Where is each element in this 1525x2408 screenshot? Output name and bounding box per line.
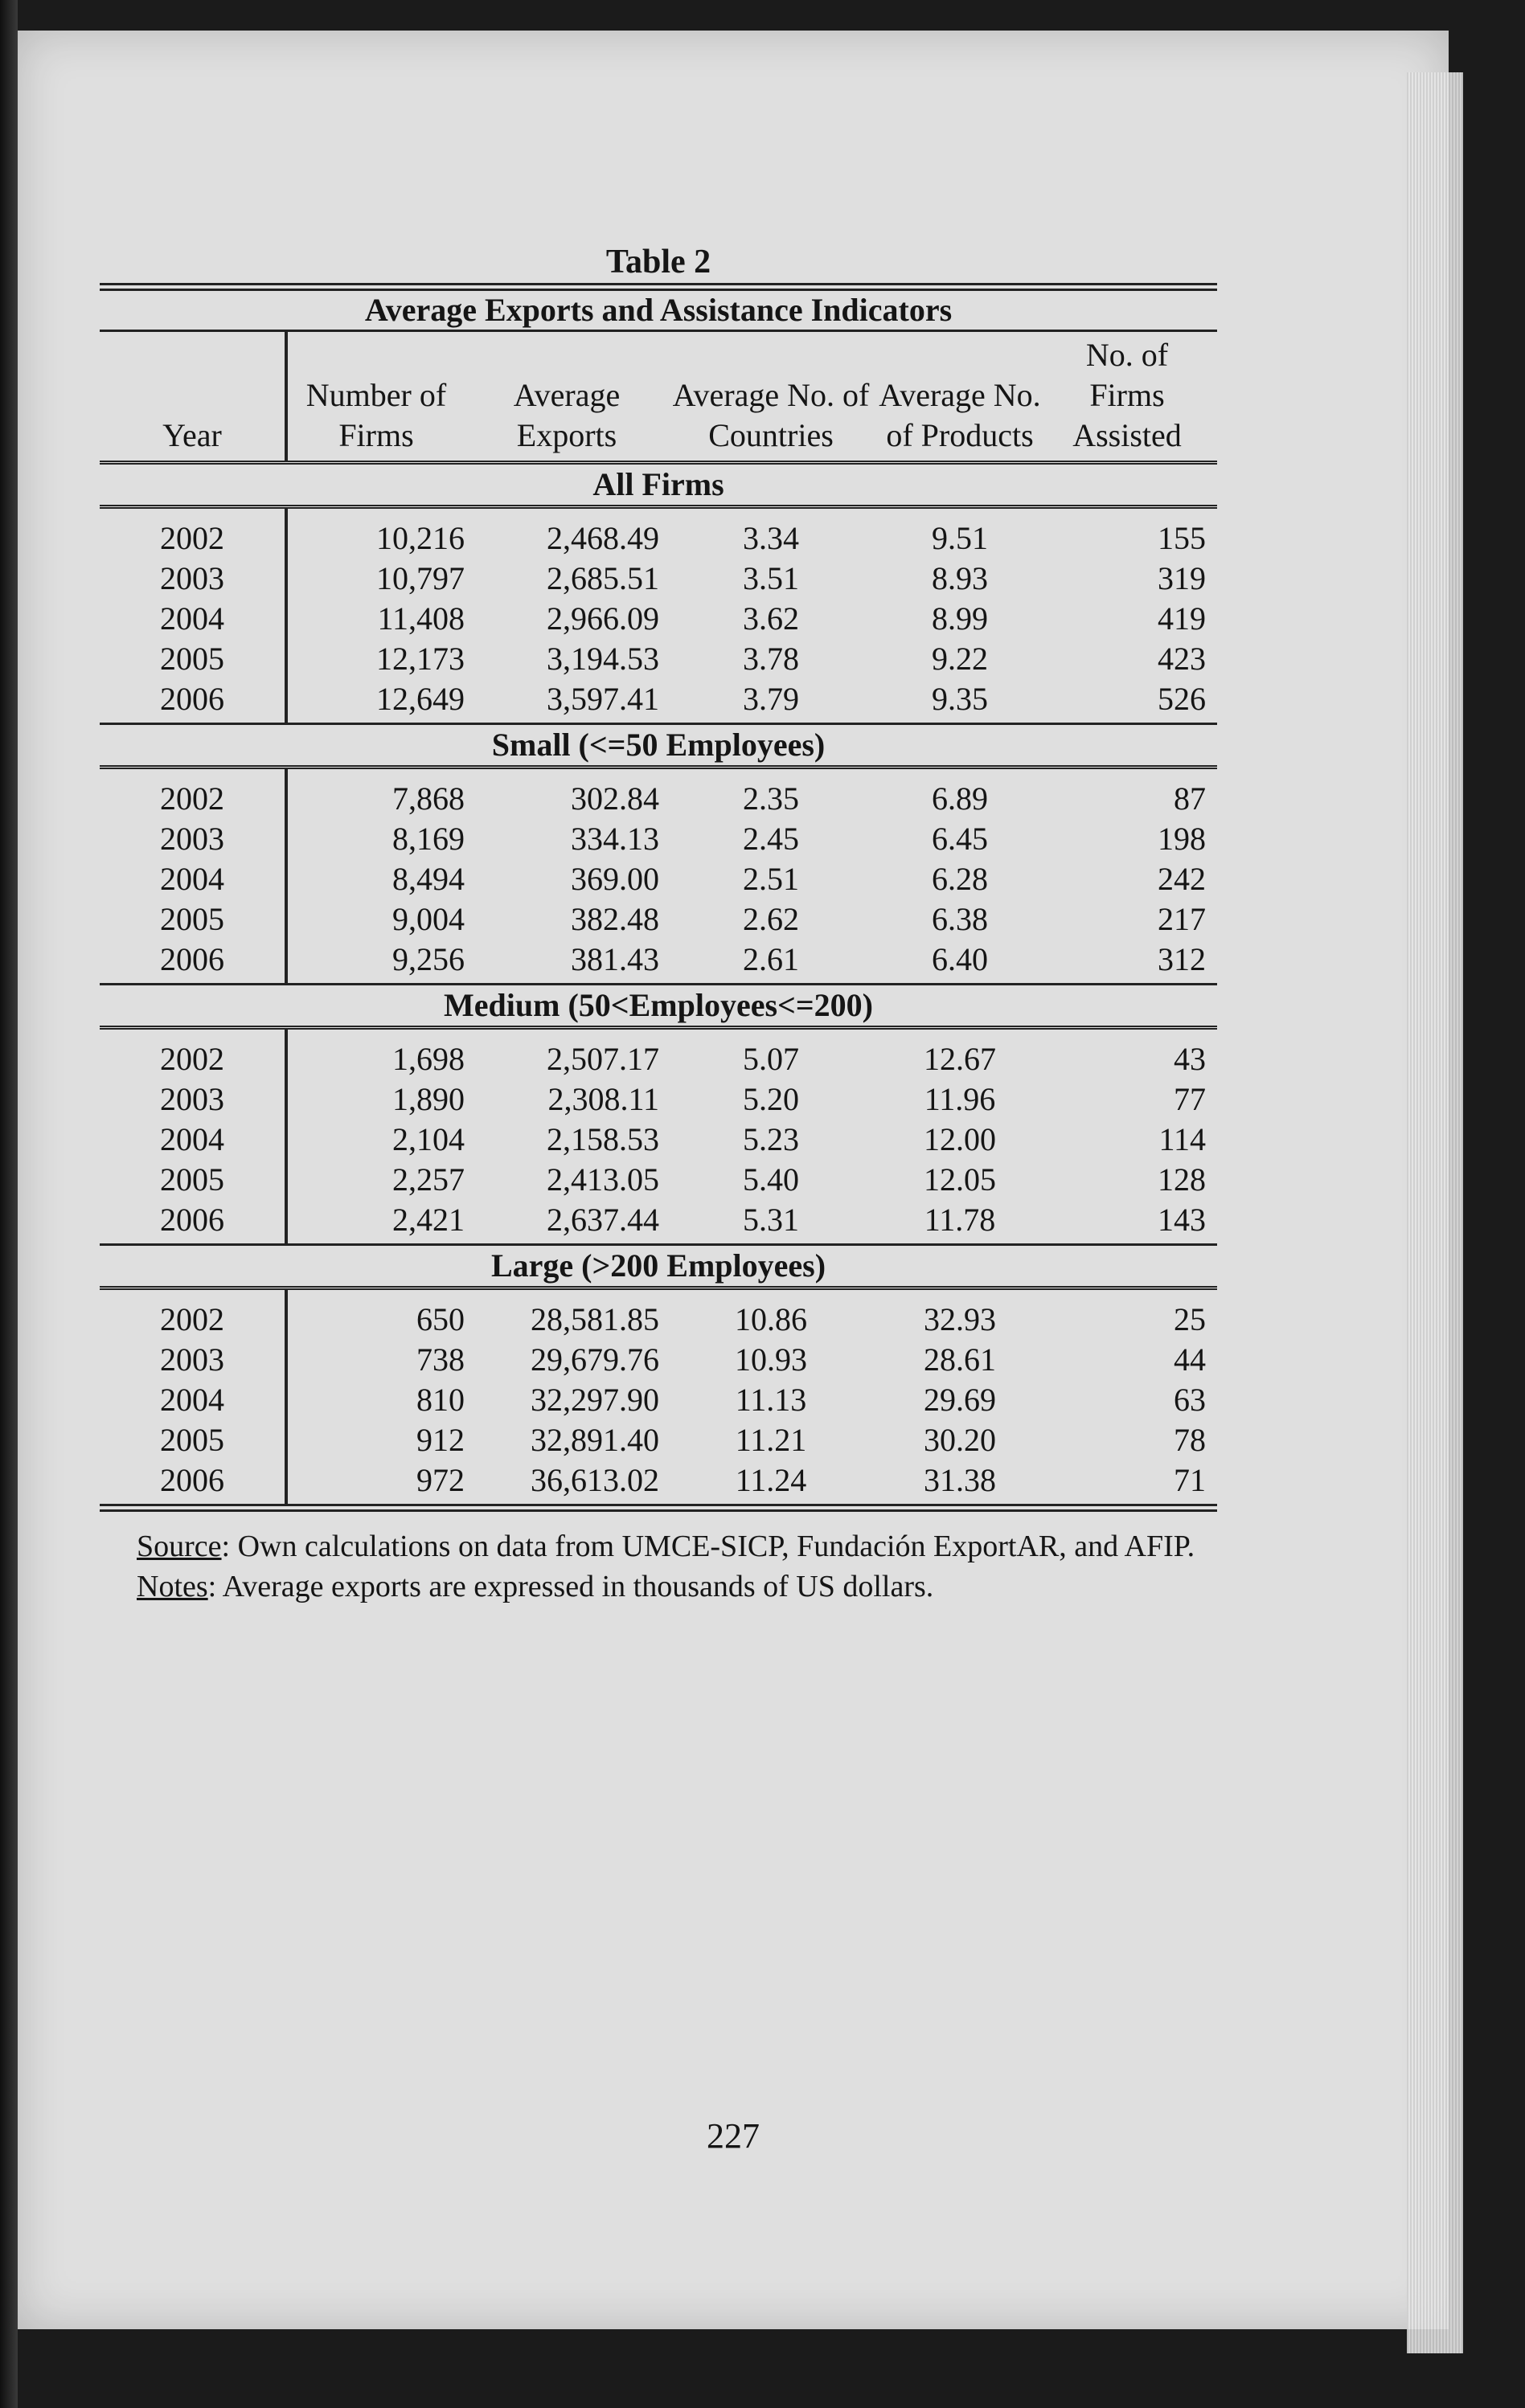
cell-year: 2006: [100, 679, 286, 724]
cell-year: 2006: [100, 1460, 286, 1504]
cell-countries: 3.62: [743, 600, 799, 637]
cell-year: 2005: [100, 1160, 286, 1200]
cell-assisted: 25: [1174, 1301, 1206, 1337]
cell-firms: 11,408: [377, 600, 465, 637]
cell-assisted: 526: [1158, 681, 1206, 717]
cell-products: 6.38: [932, 901, 988, 937]
cell-firms: 1,890: [392, 1081, 465, 1117]
section-row: [100, 463, 1217, 507]
table-row: [100, 639, 1217, 679]
cell-exports: 2,308.11: [547, 1081, 659, 1117]
table-row: [100, 1028, 1217, 1080]
cell-countries: 5.40: [743, 1161, 799, 1198]
book-spine: [0, 0, 18, 2408]
cell-firms: 912: [416, 1422, 465, 1458]
table-notes: [100, 1526, 1217, 1607]
page-number: 227: [707, 2116, 760, 2156]
cell-firms: 9,004: [392, 901, 465, 937]
notes-text: : Average exports are expressed in thousands of US dollars.: [207, 1570, 934, 1603]
cell-countries: 2.45: [743, 821, 799, 857]
cell-firms: 810: [416, 1382, 465, 1418]
table-row: [100, 1200, 1217, 1245]
cell-assisted: 43: [1174, 1041, 1206, 1077]
cell-countries: 2.35: [743, 780, 799, 817]
col-header-exports: Average Exports: [474, 332, 670, 463]
cell-exports: 2,637.44: [547, 1202, 659, 1238]
cell-countries: 3.79: [743, 681, 799, 717]
section-label: Large (>200 Employees): [100, 1245, 1217, 1288]
cell-exports: 2,413.05: [547, 1161, 659, 1198]
cell-countries: 3.34: [743, 520, 799, 556]
table-row: [100, 899, 1217, 940]
table-row: [100, 859, 1217, 899]
cell-products: 9.51: [932, 520, 988, 556]
cell-assisted: 114: [1158, 1121, 1206, 1157]
cell-exports: 382.48: [571, 901, 659, 937]
cell-products: 29.69: [924, 1382, 996, 1418]
cell-firms: 12,649: [376, 681, 465, 717]
section-label: Medium (50<Employees<=200): [100, 985, 1217, 1028]
cell-firms: 10,797: [376, 560, 465, 596]
table-row: [100, 819, 1217, 859]
cell-products: 6.28: [932, 861, 988, 897]
table-row: [100, 679, 1217, 724]
cell-firms: 2,104: [392, 1121, 465, 1157]
cell-firms: 8,494: [392, 861, 465, 897]
notes-note: [137, 1566, 1217, 1607]
cell-firms: 7,868: [392, 780, 465, 817]
cell-exports: 334.13: [571, 821, 659, 857]
table-row: [100, 1120, 1217, 1160]
cell-exports: 2,158.53: [547, 1121, 659, 1157]
cell-countries: 3.78: [743, 641, 799, 677]
data-table: [100, 332, 1217, 1504]
section-label: All Firms: [100, 463, 1217, 507]
cell-year: 2004: [100, 859, 286, 899]
cell-products: 8.93: [932, 560, 988, 596]
cell-year: 2003: [100, 1079, 286, 1120]
cell-products: 11.96: [924, 1081, 996, 1117]
cell-products: 8.99: [932, 600, 988, 637]
cell-exports: 2,966.09: [547, 600, 659, 637]
cell-exports: 2,468.49: [547, 520, 659, 556]
section-row: [100, 724, 1217, 768]
cell-firms: 2,421: [392, 1202, 465, 1238]
table-row: [100, 559, 1217, 599]
cell-assisted: 77: [1174, 1081, 1206, 1117]
cell-exports: 32,297.90: [531, 1382, 659, 1418]
source-text: : Own calculations on data from UMCE-SICP, Fundación ExportAR, and AFIP.: [221, 1530, 1195, 1563]
cell-firms: 12,173: [376, 641, 465, 677]
cell-year: 2002: [100, 1288, 286, 1341]
cell-assisted: 419: [1158, 600, 1206, 637]
table-row: [100, 1460, 1217, 1504]
cell-assisted: 198: [1158, 821, 1206, 857]
cell-firms: 2,257: [392, 1161, 465, 1198]
cell-exports: 3,194.53: [547, 641, 659, 677]
cell-firms: 738: [416, 1341, 465, 1378]
table-row: [100, 1288, 1217, 1341]
cell-year: 2006: [100, 940, 286, 985]
col-header-countries: Average No. of Countries: [670, 332, 871, 463]
notes-label: Notes: [137, 1570, 208, 1603]
cell-assisted: 44: [1174, 1341, 1206, 1378]
cell-firms: 8,169: [392, 821, 465, 857]
table-row: [100, 1079, 1217, 1120]
cell-assisted: 63: [1174, 1382, 1206, 1418]
cell-countries: 10.86: [735, 1301, 807, 1337]
cell-assisted: 128: [1158, 1161, 1206, 1198]
cell-countries: 5.07: [743, 1041, 799, 1077]
cell-firms: 650: [416, 1301, 465, 1337]
cell-countries: 10.93: [735, 1341, 807, 1378]
cell-firms: 972: [416, 1462, 465, 1498]
cell-exports: 381.43: [571, 941, 659, 977]
cell-year: 2004: [100, 1380, 286, 1420]
cell-products: 6.40: [932, 941, 988, 977]
cell-countries: 2.62: [743, 901, 799, 937]
cell-products: 31.38: [924, 1462, 996, 1498]
cell-assisted: 423: [1158, 641, 1206, 677]
cell-countries: 11.21: [735, 1422, 807, 1458]
cell-year: 2003: [100, 819, 286, 859]
cell-exports: 3,597.41: [547, 681, 659, 717]
cell-year: 2003: [100, 559, 286, 599]
cell-products: 12.67: [924, 1041, 996, 1077]
cell-products: 28.61: [924, 1341, 996, 1378]
col-header-firms: Number of Firms: [286, 332, 474, 463]
cell-products: 6.89: [932, 780, 988, 817]
cell-products: 9.22: [932, 641, 988, 677]
cell-assisted: 143: [1158, 1202, 1206, 1238]
cell-countries: 5.20: [743, 1081, 799, 1117]
cell-countries: 11.24: [735, 1462, 807, 1498]
table-row: [100, 1160, 1217, 1200]
cell-countries: 11.13: [735, 1382, 807, 1418]
cell-countries: 2.51: [743, 861, 799, 897]
cell-countries: 5.23: [743, 1121, 799, 1157]
section-row: [100, 1245, 1217, 1288]
cell-assisted: 242: [1158, 861, 1206, 897]
table-row: [100, 1340, 1217, 1380]
table-row: [100, 599, 1217, 639]
cell-year: 2002: [100, 768, 286, 820]
cell-year: 2004: [100, 1120, 286, 1160]
table-body: [100, 463, 1217, 1505]
cell-assisted: 155: [1158, 520, 1206, 556]
cell-firms: 9,256: [392, 941, 465, 977]
table-block: [100, 241, 1217, 1607]
cell-countries: 2.61: [743, 941, 799, 977]
table-row: [100, 768, 1217, 820]
cell-year: 2005: [100, 899, 286, 940]
cell-exports: 36,613.02: [531, 1462, 659, 1498]
cell-firms: 1,698: [392, 1041, 465, 1077]
cell-exports: 2,685.51: [547, 560, 659, 596]
cell-year: 2002: [100, 507, 286, 559]
cell-year: 2002: [100, 1028, 286, 1080]
table-row: [100, 1420, 1217, 1460]
col-header-year: Year: [100, 332, 286, 463]
cell-assisted: 312: [1158, 941, 1206, 977]
cell-assisted: 71: [1174, 1462, 1206, 1498]
table-row: [100, 1380, 1217, 1420]
col-header-products: Average No. of Products: [871, 332, 1048, 463]
table-title: Average Exports and Assistance Indicators: [364, 292, 953, 328]
cell-countries: 5.31: [743, 1202, 799, 1238]
cell-assisted: 87: [1174, 780, 1206, 817]
cell-year: 2003: [100, 1340, 286, 1380]
cell-year: 2006: [100, 1200, 286, 1245]
source-label: Source: [137, 1530, 222, 1563]
cell-year: 2004: [100, 599, 286, 639]
cell-products: 9.35: [932, 681, 988, 717]
bottom-double-rule: [100, 1504, 1217, 1512]
cell-products: 12.00: [924, 1121, 996, 1157]
source-note: [137, 1526, 1217, 1566]
cell-year: 2005: [100, 639, 286, 679]
cell-assisted: 217: [1158, 901, 1206, 937]
section-row: [100, 985, 1217, 1028]
cell-countries: 3.51: [743, 560, 799, 596]
cell-exports: 32,891.40: [531, 1422, 659, 1458]
cell-exports: 28,581.85: [531, 1301, 659, 1337]
page-edges: [1407, 72, 1463, 2353]
cell-firms: 10,216: [376, 520, 465, 556]
cell-assisted: 78: [1174, 1422, 1206, 1458]
cell-assisted: 319: [1158, 560, 1206, 596]
cell-exports: 302.84: [571, 780, 659, 817]
cell-products: 6.45: [932, 821, 988, 857]
cell-products: 32.93: [924, 1301, 996, 1337]
table-number: Table 2: [605, 244, 711, 281]
section-label: Small (<=50 Employees): [100, 724, 1217, 768]
book-page: [18, 31, 1449, 2329]
cell-exports: 369.00: [571, 861, 659, 897]
top-double-rule: [100, 283, 1217, 291]
cell-exports: 29,679.76: [531, 1341, 659, 1378]
cell-products: 12.05: [924, 1161, 996, 1198]
col-header-assisted: No. of Firms Assisted: [1048, 332, 1217, 463]
table-row: [100, 507, 1217, 559]
cell-exports: 2,507.17: [547, 1041, 659, 1077]
cell-year: 2005: [100, 1420, 286, 1460]
cell-products: 11.78: [924, 1202, 996, 1238]
table-row: [100, 940, 1217, 985]
cell-products: 30.20: [924, 1422, 996, 1458]
header-row: [100, 332, 1217, 463]
